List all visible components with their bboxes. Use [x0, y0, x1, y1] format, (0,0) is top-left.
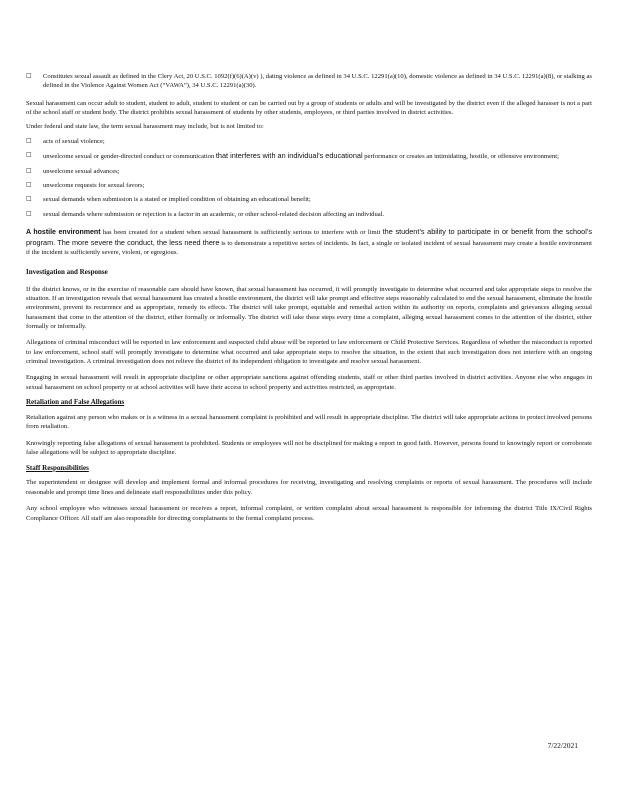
heading-retaliation: Retaliation and False Allegations [26, 398, 125, 407]
list-item-text-part: that interferes with an individual’s educational [215, 151, 363, 161]
bullet-icon: □ [26, 166, 32, 174]
heading-investigation: Investigation and Response [26, 267, 108, 276]
bullet-icon: □ [26, 180, 32, 188]
bullet-icon: □ [26, 195, 32, 203]
intro-bullet-text: Constitutes sexual assault as defined in the Clery Act, 20 U.S.C. 1092(f)(6)(A)(v) ), dating violence as defined in 34 U.S.C. 12291(a)(10), domestic violence as defined in 34 U.S.C. 12291(a)(8), or stalking as defined in the Violence Against Women Act (“VAWA”), 34 U.S.C. 12291(a)(30). [43, 73, 592, 90]
list-item [26, 151, 592, 161]
intro-bullet [26, 72, 592, 91]
bullet-icon: □ [26, 72, 32, 79]
list-item-text: sexual demands when submission is a stated or implied condition of obtaining an educational benefit; [43, 196, 311, 204]
list-item [26, 181, 592, 190]
paragraph-superintendent: The superintendent or designee will develop and implement formal and informal procedures for receiving, investigating and resolving complaints or reports of sexual harassment. The procedures will include reasonable and prompt time lines and delineate staff responsibilities under this policy. [26, 479, 592, 496]
list-item [26, 137, 592, 146]
heading-staff-responsibilities: Staff Responsibilities [26, 463, 89, 472]
list-item-text-part: unwelcome sexual or gender-directed conduct or communication [43, 153, 216, 161]
hostile-text-part: is to demonstrate a repetitive series of incidents. In fact, a single or isolated incident of sexual harassment may create a hostile environment if the incident is sufficiently severe, violent, or egregious. [26, 239, 593, 257]
paragraph-employee: Any school employee who witnesses sexual harassment or receives a report, informal complaint, or written complaint about sexual harassment is responsible for informing the district Title IX/Civil Rights Compliance Officer. All staff are also responsible for directing complainants to the formal complaint process. [26, 505, 592, 522]
footer-date: 7/22/2021 [547, 741, 578, 750]
list-item-text: unwelcome sexual advances; [43, 167, 120, 175]
hostile-text-part: the student’s ability to participate in or benefit from the school’s program. The more severe the conduct, the less need there [26, 226, 592, 247]
hostile-text-part: has been created for a student when sexual harassment is sufficiently serious to interfere with or limit [100, 228, 383, 236]
paragraph-criminal: Allegations of criminal misconduct will be reported to law enforcement and suspected child abuse will be reported to law enforcement or Child Protective Services. Regardless of whether the misconduct is reported to law enforcement, school staff will promptly investigate to determine what occurred and take appropriate steps to resolve the situation, to the extent that such investigation does not interfere with an ongoing criminal investigation. A criminal investigation does not relieve the district of its independent obligation to investigate and resolve sexual harassment. [26, 339, 592, 366]
list-item [26, 210, 592, 219]
paragraph-engaging: Engaging in sexual harassment will result in appropriate discipline or other appropriate sanctions against offending students, staff or other third parties involved in district activities. Anyone else who engages in sexual harassment on school property or at school activities will have their access to school property and activities restricted, as appropriate. [26, 374, 592, 391]
list-item [26, 195, 592, 204]
bullet-icon: □ [26, 151, 32, 159]
paragraph-harassment: Sexual harassment can occur adult to student, student to adult, student to student or can be carried out by a group of students or adults and will be investigated by the district even if the alleged harasser is not a part of the school staff or student body. The district prohibits sexual harassment of students by other students, employees, or third parties involved in district activities. [26, 99, 592, 117]
paragraph-retaliation: Retaliation against any person who makes or is a witness in a sexual harassment complaint is prohibited and will result in appropriate discipline. The district will take appropriate actions to protect involved persons from retaliation. [26, 414, 592, 431]
harassment-bullet-list [26, 137, 592, 219]
bullet-icon: □ [26, 209, 32, 217]
paragraph-false-allegations: Knowingly reporting false allegations of sexual harassment is prohibited. Students or employees will not be disciplined for making a report in good faith. However, persons found to knowingly report or corroborate false allegations will be subject to appropriate discipline. [26, 439, 592, 457]
list-item-text: unwelcome requests for sexual favors; [43, 181, 145, 189]
hostile-environment-label: A hostile environment [26, 228, 101, 236]
list-item-text-part: performance or creates an intimidating, hostile, or offensive environment; [362, 153, 559, 161]
list-item [26, 167, 592, 176]
list-item-text: acts of sexual violence; [43, 137, 105, 145]
list-item-text [43, 151, 592, 161]
bullet-icon: □ [26, 136, 32, 144]
list-item-text: sexual demands where submission or rejection is a factor in an academic, or other school-related decision affecting an individual. [43, 210, 385, 218]
paragraph-under-law: Under federal and state law, the term sexual harassment may include, but is not limited to: [26, 123, 264, 131]
paragraph-investigation: If the district knows, or in the exercise of reasonable care should have known, that sexual harassment has occurred, it will promptly investigate to determine what occurred and take appropriate steps to resolve the situation. If an investigation reveals that sexual harassment has created a hostile environment, the district will take prompt and effective steps reasonably calculated to end the sexual harassment, eliminate the hostile environment, prevent its recurrence and as appropriate, remedy its effects. The district will take prompt, equitable and remedial action within its authority on reports, complaints and grievances alleging sexual harassment that come to the attention of the district, either formally or informally. The district will take these steps every time a complaint, alleging sexual harassment comes to the attention of the district, either formally or informally. [26, 285, 592, 330]
paragraph-hostile-environment [26, 227, 592, 258]
document-body [26, 72, 592, 523]
